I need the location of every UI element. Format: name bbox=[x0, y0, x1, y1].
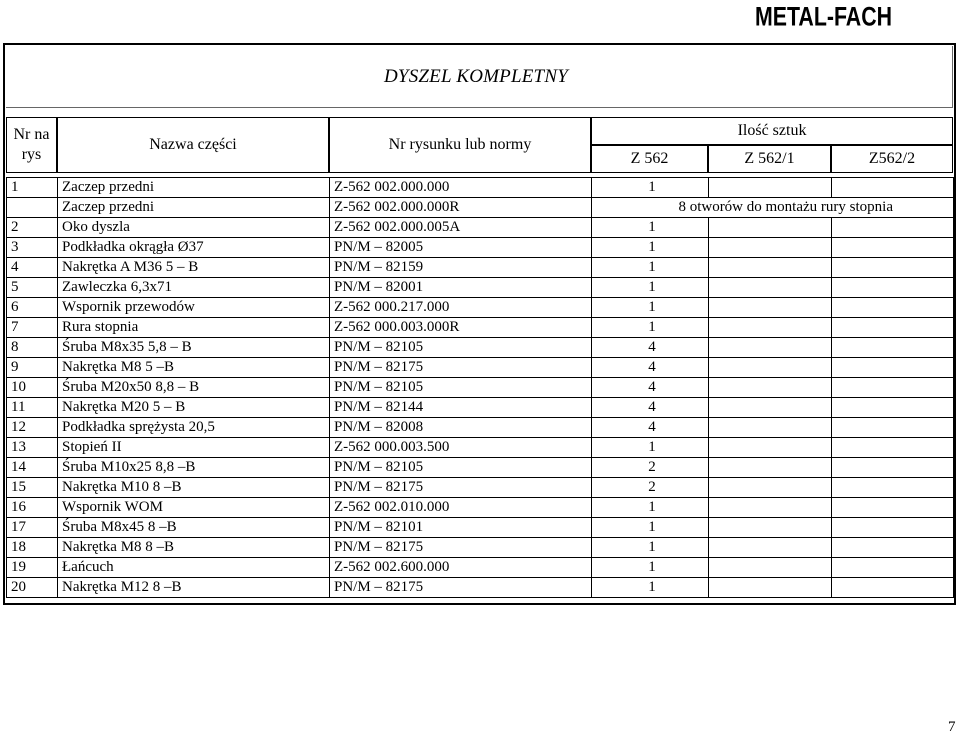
part-number-cell: 6 bbox=[7, 298, 58, 318]
drawing-number-cell: PN/M – 82175 bbox=[330, 538, 592, 558]
qty-z562-1-cell bbox=[709, 278, 832, 298]
qty-z562-2-cell bbox=[832, 558, 954, 578]
header-variant-label: Z562/2 bbox=[868, 150, 916, 167]
qty-z562-2-cell bbox=[832, 398, 954, 418]
table-row bbox=[7, 518, 954, 538]
metal-fach-logo bbox=[755, 1, 892, 33]
qty-z562-2-cell bbox=[832, 438, 954, 458]
parts-table bbox=[6, 177, 954, 598]
qty-z562-1-cell bbox=[709, 338, 832, 358]
qty-z562-1-cell bbox=[709, 178, 832, 198]
table-row bbox=[7, 378, 954, 398]
table-row bbox=[7, 438, 954, 458]
qty-z562-1-cell bbox=[709, 458, 832, 478]
title-box bbox=[6, 46, 953, 108]
header-variant-z562-1 bbox=[708, 145, 831, 173]
qty-z562-2-cell bbox=[832, 498, 954, 518]
qty-z562-cell: 1 bbox=[592, 438, 709, 458]
table-row bbox=[7, 318, 954, 338]
qty-z562-cell: 4 bbox=[592, 418, 709, 438]
table-row bbox=[7, 298, 954, 318]
part-number-cell: 20 bbox=[7, 578, 58, 598]
part-name-cell: Śruba M20x50 8,8 – B bbox=[58, 378, 330, 398]
qty-z562-cell: 1 bbox=[592, 498, 709, 518]
part-number-cell: 17 bbox=[7, 518, 58, 538]
qty-z562-1-cell bbox=[709, 518, 832, 538]
header-nr-label: Nr na rys bbox=[13, 126, 50, 163]
drawing-number-cell: Z-562 000.003.500 bbox=[330, 438, 592, 458]
qty-z562-cell: 1 bbox=[592, 258, 709, 278]
header-qty-label: Ilość sztuk bbox=[737, 122, 807, 139]
part-name-cell: Stopień II bbox=[58, 438, 330, 458]
qty-z562-cell: 4 bbox=[592, 398, 709, 418]
part-number-cell: 18 bbox=[7, 538, 58, 558]
qty-z562-1-cell bbox=[709, 318, 832, 338]
header-qty bbox=[591, 117, 953, 145]
drawing-number-cell: Z-562 002.000.005A bbox=[330, 218, 592, 238]
part-name-cell: Rura stopnia bbox=[58, 318, 330, 338]
qty-z562-1-cell bbox=[709, 418, 832, 438]
drawing-number-cell: Z-562 000.217.000 bbox=[330, 298, 592, 318]
header-variant-label: Z 562 bbox=[630, 150, 669, 167]
qty-z562-2-cell bbox=[832, 298, 954, 318]
part-number-cell: 13 bbox=[7, 438, 58, 458]
drawing-number-cell: PN/M – 82105 bbox=[330, 378, 592, 398]
qty-z562-1-cell bbox=[709, 558, 832, 578]
drawing-number-cell: PN/M – 82175 bbox=[330, 478, 592, 498]
part-name-cell: Wspornik przewodów bbox=[58, 298, 330, 318]
qty-z562-2-cell bbox=[832, 478, 954, 498]
qty-z562-1-cell bbox=[709, 238, 832, 258]
part-number-cell: 16 bbox=[7, 498, 58, 518]
drawing-number-cell: Z-562 002.000.000 bbox=[330, 178, 592, 198]
drawing-number-cell: PN/M – 82175 bbox=[330, 358, 592, 378]
drawing-number-cell: PN/M – 82175 bbox=[330, 578, 592, 598]
drawing-number-cell: PN/M – 82101 bbox=[330, 518, 592, 538]
header-name-label: Nazwa części bbox=[149, 136, 237, 153]
qty-z562-2-cell bbox=[832, 538, 954, 558]
qty-z562-1-cell bbox=[709, 578, 832, 598]
table-row bbox=[7, 178, 954, 198]
table-row bbox=[7, 238, 954, 258]
parts-table-body bbox=[7, 178, 954, 598]
drawing-number-cell: PN/M – 82005 bbox=[330, 238, 592, 258]
qty-z562-cell: 1 bbox=[592, 278, 709, 298]
qty-z562-2-cell bbox=[832, 218, 954, 238]
drawing-number-cell: PN/M – 82159 bbox=[330, 258, 592, 278]
qty-z562-1-cell bbox=[709, 378, 832, 398]
part-name-cell: Nakrętka M12 8 –B bbox=[58, 578, 330, 598]
part-name-cell: Podkładka okrągła Ø37 bbox=[58, 238, 330, 258]
qty-z562-2-cell bbox=[832, 418, 954, 438]
drawing-number-cell: PN/M – 82105 bbox=[330, 338, 592, 358]
part-number-cell: 1 bbox=[7, 178, 58, 198]
header-name bbox=[57, 117, 329, 173]
qty-z562-cell: 1 bbox=[592, 518, 709, 538]
part-name-cell: Zaczep przedni bbox=[58, 178, 330, 198]
part-name-cell: Oko dyszla bbox=[58, 218, 330, 238]
part-number-cell: 5 bbox=[7, 278, 58, 298]
table-row bbox=[7, 358, 954, 378]
drawing-number-cell: PN/M – 82008 bbox=[330, 418, 592, 438]
qty-z562-cell: 4 bbox=[592, 338, 709, 358]
part-name-cell: Śruba M8x35 5,8 – B bbox=[58, 338, 330, 358]
part-number-cell: 10 bbox=[7, 378, 58, 398]
part-number-cell: 4 bbox=[7, 258, 58, 278]
part-name-cell: Śruba M10x25 8,8 –B bbox=[58, 458, 330, 478]
header-variant-z562 bbox=[591, 145, 708, 173]
drawing-number-cell: Z-562 002.010.000 bbox=[330, 498, 592, 518]
qty-z562-1-cell bbox=[709, 358, 832, 378]
table-row bbox=[7, 478, 954, 498]
part-number-cell: 3 bbox=[7, 238, 58, 258]
qty-z562-cell: 1 bbox=[592, 558, 709, 578]
part-number-cell: 14 bbox=[7, 458, 58, 478]
qty-z562-2-cell bbox=[832, 178, 954, 198]
table-row bbox=[7, 418, 954, 438]
part-name-cell: Nakrętka M8 5 –B bbox=[58, 358, 330, 378]
qty-z562-cell: 1 bbox=[592, 218, 709, 238]
part-number-cell: 7 bbox=[7, 318, 58, 338]
qty-z562-2-cell bbox=[832, 238, 954, 258]
qty-z562-2-cell bbox=[832, 358, 954, 378]
part-name-cell: Zaczep przedni bbox=[58, 198, 330, 218]
qty-z562-2-cell bbox=[832, 318, 954, 338]
page-number: 7 bbox=[948, 719, 956, 735]
qty-z562-cell: 4 bbox=[592, 378, 709, 398]
qty-z562-cell: 1 bbox=[592, 238, 709, 258]
part-number-cell: 11 bbox=[7, 398, 58, 418]
qty-z562-cell: 1 bbox=[592, 578, 709, 598]
part-number-cell: 2 bbox=[7, 218, 58, 238]
qty-z562-cell: 4 bbox=[592, 358, 709, 378]
logo-text: METAL-FACH bbox=[755, 1, 892, 33]
drawing-number-cell: Z-562 002.600.000 bbox=[330, 558, 592, 578]
qty-z562-1-cell bbox=[709, 298, 832, 318]
table-row bbox=[7, 198, 954, 218]
part-name-cell: Nakrętka M10 8 –B bbox=[58, 478, 330, 498]
qty-z562-1-cell bbox=[709, 438, 832, 458]
part-name-cell: Nakrętka M8 8 –B bbox=[58, 538, 330, 558]
part-name-cell: Podkładka sprężysta 20,5 bbox=[58, 418, 330, 438]
qty-z562-1-cell bbox=[709, 398, 832, 418]
part-number-cell: 12 bbox=[7, 418, 58, 438]
drawing-number-cell: PN/M – 82001 bbox=[330, 278, 592, 298]
qty-z562-2-cell bbox=[832, 258, 954, 278]
header-drawing bbox=[329, 117, 591, 173]
table-row bbox=[7, 278, 954, 298]
table-row bbox=[7, 538, 954, 558]
table-row bbox=[7, 258, 954, 278]
qty-z562-2-cell bbox=[832, 578, 954, 598]
qty-z562-1-cell bbox=[709, 478, 832, 498]
header-variant-z562-2 bbox=[831, 145, 953, 173]
drawing-number-cell: PN/M – 82105 bbox=[330, 458, 592, 478]
part-number-cell bbox=[7, 198, 58, 218]
qty-z562-cell: 2 bbox=[592, 458, 709, 478]
part-name-cell: Zawleczka 6,3x71 bbox=[58, 278, 330, 298]
drawing-number-cell: PN/M – 82144 bbox=[330, 398, 592, 418]
part-number-cell: 8 bbox=[7, 338, 58, 358]
qty-z562-cell: 1 bbox=[592, 318, 709, 338]
qty-z562-2-cell bbox=[832, 518, 954, 538]
qty-z562-2-cell bbox=[832, 338, 954, 358]
qty-z562-1-cell bbox=[709, 218, 832, 238]
part-name-cell: Wspornik WOM bbox=[58, 498, 330, 518]
table-row bbox=[7, 558, 954, 578]
table-row bbox=[7, 398, 954, 418]
note-cell: 8 otworów do montażu rury stopnia bbox=[592, 198, 954, 218]
header-nr bbox=[6, 117, 57, 173]
table-row bbox=[7, 458, 954, 478]
table-row bbox=[7, 498, 954, 518]
qty-z562-cell: 2 bbox=[592, 478, 709, 498]
page-title: DYSZEL KOMPLETNY bbox=[384, 65, 568, 87]
part-number-cell: 9 bbox=[7, 358, 58, 378]
part-name-cell: Nakrętka A M36 5 – B bbox=[58, 258, 330, 278]
qty-z562-cell: 1 bbox=[592, 298, 709, 318]
table-row bbox=[7, 218, 954, 238]
header-variant-label: Z 562/1 bbox=[744, 150, 795, 167]
qty-z562-1-cell bbox=[709, 498, 832, 518]
qty-z562-1-cell bbox=[709, 538, 832, 558]
qty-z562-2-cell bbox=[832, 458, 954, 478]
qty-z562-cell: 1 bbox=[592, 538, 709, 558]
part-number-cell: 15 bbox=[7, 478, 58, 498]
part-name-cell: Nakrętka M20 5 – B bbox=[58, 398, 330, 418]
drawing-number-cell: Z-562 002.000.000R bbox=[330, 198, 592, 218]
table-row bbox=[7, 578, 954, 598]
part-number-cell: 19 bbox=[7, 558, 58, 578]
drawing-number-cell: Z-562 000.003.000R bbox=[330, 318, 592, 338]
table-row bbox=[7, 338, 954, 358]
qty-z562-2-cell bbox=[832, 278, 954, 298]
part-name-cell: Śruba M8x45 8 –B bbox=[58, 518, 330, 538]
qty-z562-cell: 1 bbox=[592, 178, 709, 198]
qty-z562-2-cell bbox=[832, 378, 954, 398]
qty-z562-1-cell bbox=[709, 258, 832, 278]
header-drawing-label: Nr rysunku lub normy bbox=[388, 136, 532, 153]
part-name-cell: Łańcuch bbox=[58, 558, 330, 578]
